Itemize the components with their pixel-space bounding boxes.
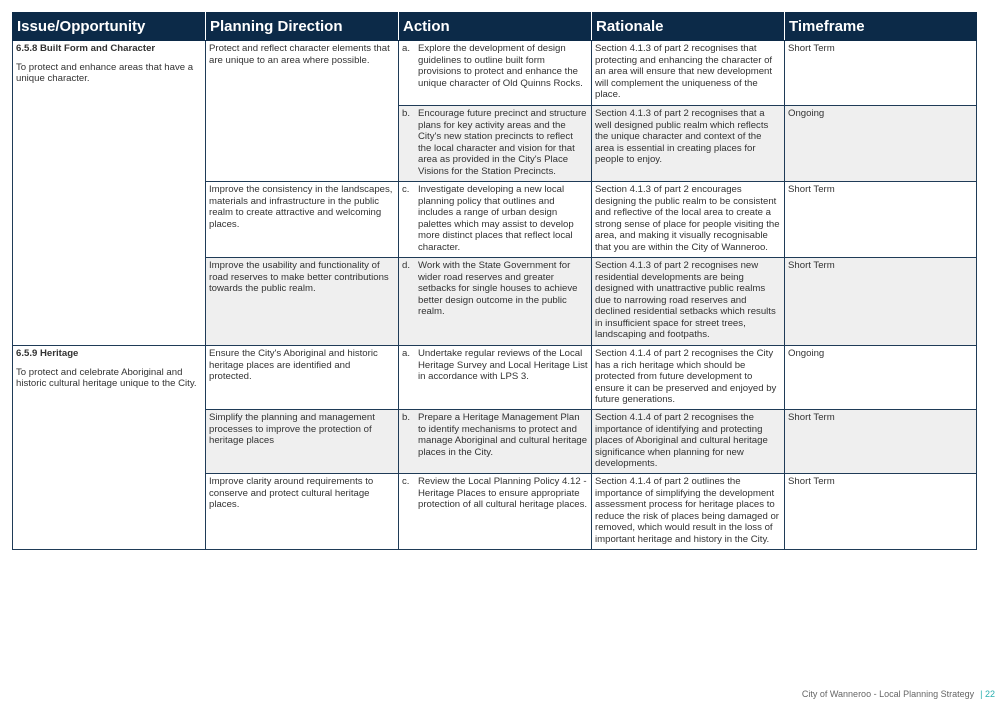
action-text: Explore the development of design guidelines to outline built form provisions to protect and enhance the unique character of Old Quinns Rocks. <box>418 43 583 89</box>
header-action: Action <box>399 13 592 41</box>
issue-title: 6.5.9 Heritage <box>16 348 79 359</box>
action-text: Encourage future precinct and structure plans for key activity areas and the City's new station precincts to reflect the local character and vision for that area as provided in the City's Place Visions for the Station Precincts. <box>418 108 587 177</box>
rationale-cell: Section 4.1.3 of part 2 recognises new residential developments are being designed with unattractive public realms due to narrowing road reserves and declined residential setbacks which results in insufficient space for street trees, landscaping and footpaths. <box>592 258 785 346</box>
action-text: Review the Local Planning Policy 4.12 - Heritage Places to ensure appropriate protection of all cultural heritage places. <box>418 476 588 510</box>
header-issue: Issue/Opportunity <box>13 13 206 41</box>
direction-cell: Improve the consistency in the landscapes, materials and infrastructure in the public realm to create attractive and welcoming places. <box>206 182 399 258</box>
timeframe-cell: Short Term <box>785 410 977 474</box>
issue-cell-heritage <box>13 346 206 550</box>
table-row <box>13 41 977 106</box>
action-label: d. <box>402 260 411 271</box>
planning-table <box>12 12 977 550</box>
header-rationale: Rationale <box>592 13 785 41</box>
page-number: | 22 <box>980 689 995 699</box>
action-label: b. <box>402 412 411 423</box>
action-text: Prepare a Heritage Management Plan to identify mechanisms to protect and manage Aboriginal and cultural heritage places in the City. <box>418 412 588 458</box>
action-label: c. <box>402 476 410 487</box>
action-text: Undertake regular reviews of the Local Heritage Survey and Local Heritage List in accordance with LPS 3. <box>418 348 588 382</box>
action-cell <box>399 106 592 182</box>
rationale-cell: Section 4.1.3 of part 2 recognises that a well designed public realm which reflects the unique character and context of the area is essential in creating places for people to enjoy. <box>592 106 785 182</box>
rationale-cell: Section 4.1.3 of part 2 recognises that protecting and enhancing the character of an area will ensure that new development will complement the uniqueness of the place. <box>592 41 785 106</box>
action-cell <box>399 474 592 550</box>
action-cell <box>399 258 592 346</box>
header-timeframe: Timeframe <box>785 13 977 41</box>
action-cell <box>399 410 592 474</box>
timeframe-cell: Ongoing <box>785 346 977 410</box>
action-cell <box>399 346 592 410</box>
action-cell <box>399 41 592 106</box>
rationale-cell: Section 4.1.3 of part 2 encourages designing the public realm to be consistent and reflective of the local area to create a strong sense of place for people visiting the area, and making it visually recognisable that you are within the City of Wanneroo. <box>592 182 785 258</box>
action-label: a. <box>402 348 411 359</box>
page-footer <box>802 689 995 699</box>
action-label: b. <box>402 108 411 119</box>
action-text: Investigate developing a new local planning policy that outlines and includes a range of urban design palettes which may assist to develop more distinct places that reflect local character. <box>418 184 574 253</box>
direction-cell: Ensure the City's Aboriginal and historic heritage places are identified and protected. <box>206 346 399 410</box>
timeframe-cell: Ongoing <box>785 106 977 182</box>
direction-cell: Improve clarity around requirements to conserve and protect cultural heritage places. <box>206 474 399 550</box>
direction-cell: Protect and reflect character elements that are unique to an area where possible. <box>206 41 399 182</box>
action-label: c. <box>402 184 410 195</box>
action-label: a. <box>402 43 411 54</box>
issue-description: To protect and celebrate Aboriginal and historic cultural heritage unique to the City. <box>16 366 197 389</box>
table-row <box>13 346 977 410</box>
timeframe-cell: Short Term <box>785 474 977 550</box>
issue-title: 6.5.8 Built Form and Character <box>16 43 156 54</box>
timeframe-cell: Short Term <box>785 258 977 346</box>
footer-text: City of Wanneroo - Local Planning Strategy <box>801 689 975 699</box>
rationale-cell: Section 4.1.4 of part 2 recognises the importance of identifying and protecting places of Aboriginal and cultural heritage significance when planning for new developments. <box>592 410 785 474</box>
action-text: Work with the State Government for wider road reserves and greater setbacks for single houses to achieve better design outcome in the public realm. <box>418 260 578 317</box>
timeframe-cell: Short Term <box>785 182 977 258</box>
timeframe-cell: Short Term <box>785 41 977 106</box>
direction-cell: Improve the usability and functionality of road reserves to make better contributions towards the public realm. <box>206 258 399 346</box>
issue-description: To protect and enhance areas that have a unique character. <box>16 61 194 84</box>
direction-cell: Simplify the planning and management processes to improve the protection of heritage places <box>206 410 399 474</box>
header-row <box>13 13 977 41</box>
rationale-cell: Section 4.1.4 of part 2 recognises the City has a rich heritage which should be protected from future development to ensure it can be preserved and enjoyed by future generations. <box>592 346 785 410</box>
header-direction: Planning Direction <box>206 13 399 41</box>
action-cell <box>399 182 592 258</box>
rationale-cell: Section 4.1.4 of part 2 outlines the importance of simplifying the development assessment process for heritage places to reduce the risk of places being damaged or removed, which would result in the loss of important heritage and history in the City. <box>592 474 785 550</box>
issue-cell-built-form <box>13 41 206 346</box>
